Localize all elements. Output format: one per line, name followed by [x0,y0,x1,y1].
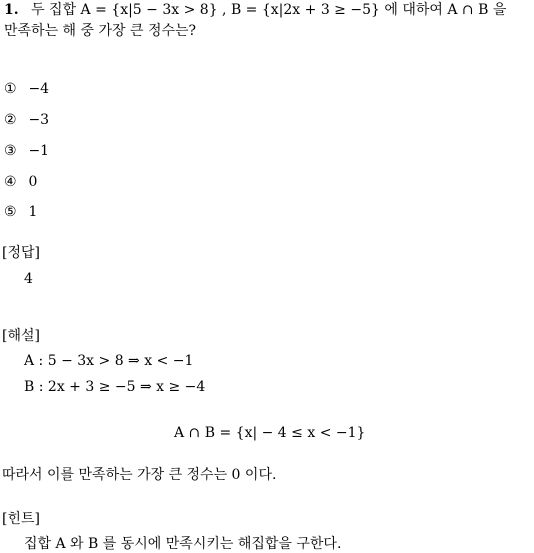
choice-3-value: −1 [28,143,50,159]
choice-1[interactable] [4,80,49,98]
choice-3[interactable] [4,142,49,160]
choice-4[interactable] [4,173,37,191]
explanation-intersection: A ∩ B = {x| − 4 ≤ x < −1} [174,425,366,441]
answer-value: 4 [24,271,33,287]
explanation-line-a: A : 5 − 3x > 8 ⇒ x < −1 [24,353,194,369]
question-line-1: 두 집합 A = {x|5 − 3x > 8} , B = {x|2x + 3 ≥ −5} 에 대하여 A ∩ B 을 [31,2,507,18]
explanation-line-b: B : 2x + 3 ≥ −5 ⇒ x ≥ −4 [24,379,206,395]
choice-2[interactable] [4,111,49,129]
answer-label: [정답] [2,245,40,261]
choice-3-mark: ③ [4,143,17,159]
choice-1-mark: ① [4,81,17,97]
explanation-conclusion: 따라서 이를 만족하는 가장 큰 정수는 0 이다. [2,467,277,483]
choice-4-value: 0 [28,174,38,190]
question-number: 1. [4,2,19,18]
choice-1-value: −4 [28,81,50,97]
choice-5-value: 1 [28,204,38,220]
choice-2-value: −3 [28,112,50,128]
explanation-label: [해설] [2,328,40,344]
choice-4-mark: ④ [4,174,17,190]
choice-5-mark: ⑤ [4,204,17,220]
choice-5[interactable] [4,203,37,221]
hint-text: 집합 A 와 B 를 동시에 만족시키는 해집합을 구한다. [24,536,342,552]
question-line-2: 만족하는 해 중 가장 큰 정수는? [4,23,197,39]
choice-2-mark: ② [4,112,17,128]
hint-label: [힌트] [2,511,40,527]
